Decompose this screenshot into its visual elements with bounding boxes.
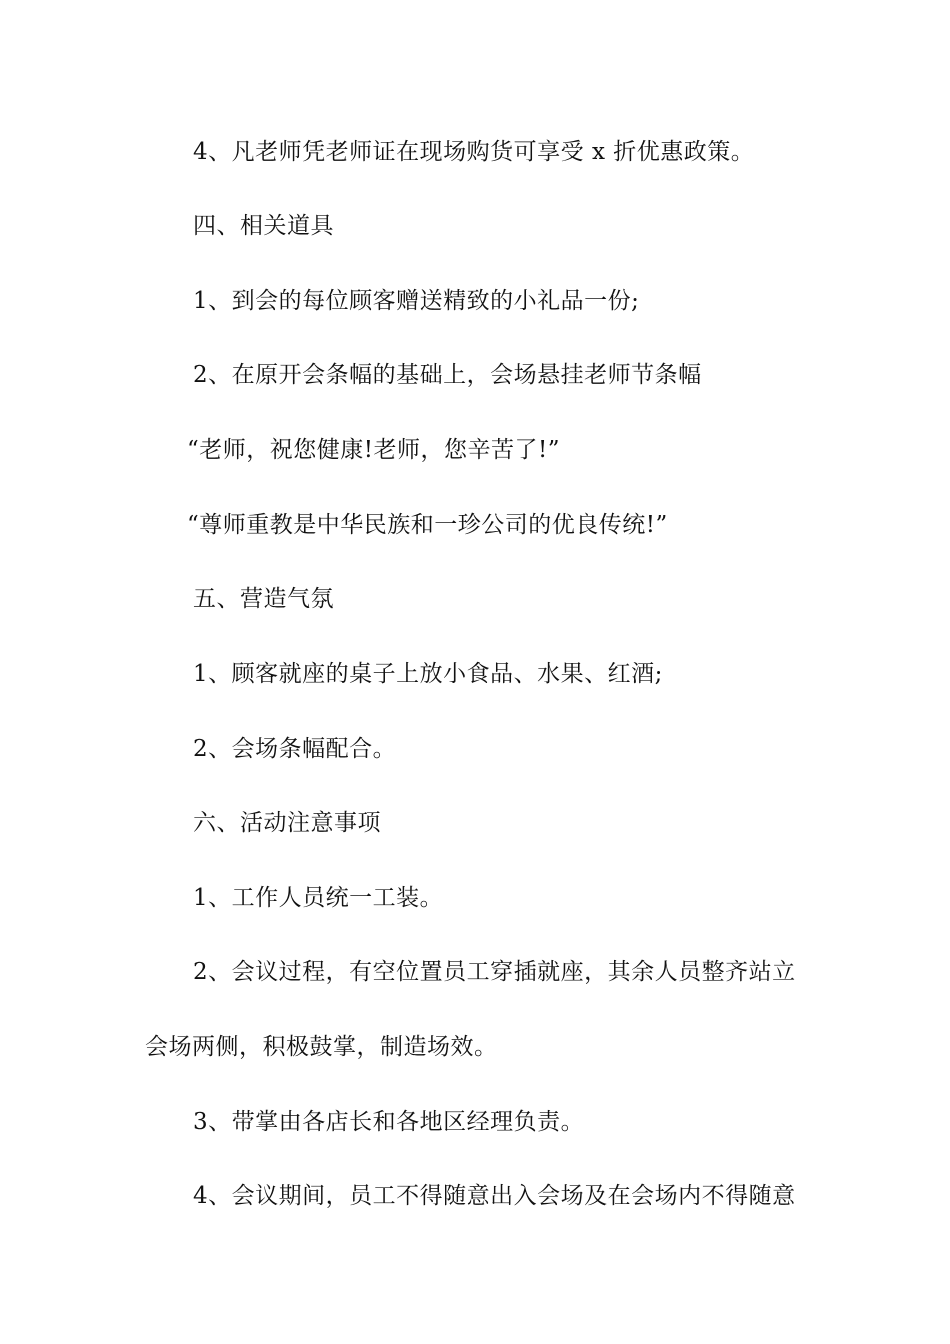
paragraph-gift: 1、到会的每位顾客赠送精致的小礼品一份; [193, 288, 640, 314]
section-heading-notes: 六、活动注意事项 [193, 810, 381, 836]
banner-quote-1: “老师，祝您健康!老师，您辛苦了!” [187, 437, 561, 463]
paragraph-applause-lead: 3、带掌由各店长和各地区经理负责。 [193, 1109, 585, 1135]
paragraph-meeting-rules: 4、会议期间，员工不得随意出入会场及在会场内不得随意 [193, 1183, 796, 1209]
banner-quote-2: “尊师重教是中华民族和一珍公司的优良传统!” [187, 512, 668, 538]
paragraph-uniform: 1、工作人员统一工装。 [193, 885, 444, 911]
section-heading-atmosphere: 五、营造气氛 [193, 586, 334, 612]
paragraph-banner-coordination: 2、会场条幅配合。 [193, 736, 397, 762]
paragraph-seating: 2、会议过程，有空位置员工穿插就座，其余人员整齐站立 [193, 959, 796, 985]
paragraph-banner: 2、在原开会条幅的基础上，会场悬挂老师节条幅 [193, 362, 702, 388]
paragraph-discount-policy: 4、凡老师凭老师证在现场购货可享受 x 折优惠政策。 [193, 139, 755, 165]
section-heading-props: 四、相关道具 [193, 213, 334, 239]
paragraph-table-snacks: 1、顾客就座的桌子上放小食品、水果、红酒; [193, 661, 663, 687]
paragraph-seating-continued: 会场两侧，积极鼓掌，制造场效。 [145, 1034, 498, 1060]
